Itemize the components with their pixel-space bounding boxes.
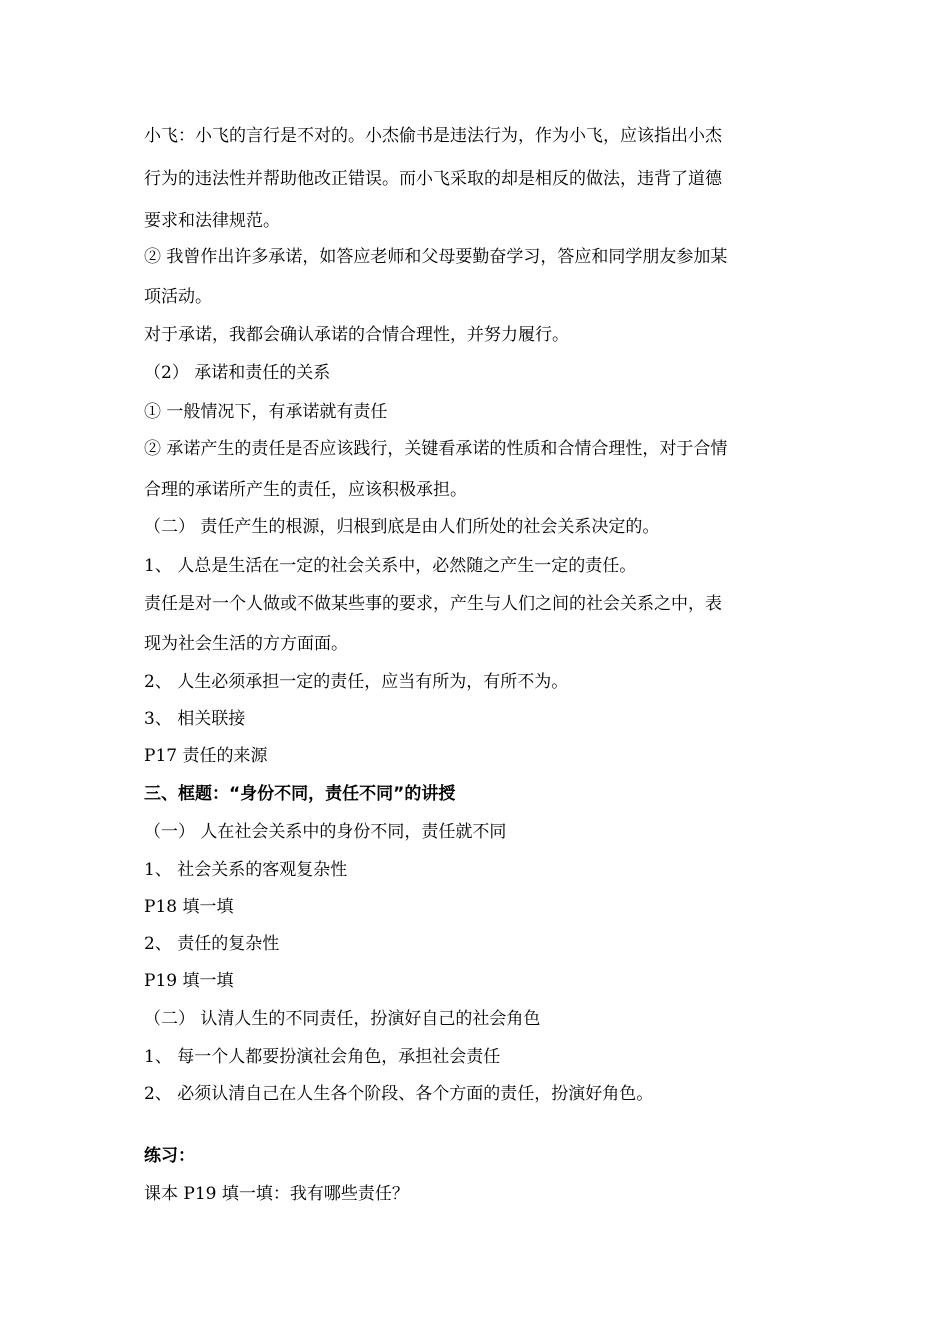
list-item: 1、 社会关系的客观复杂性 xyxy=(144,860,348,880)
paragraph-line: 责任是对一个人做或不做某些事的要求，产生与人们之间的社会关系之中，表 xyxy=(144,594,722,614)
paragraph-line: 对于承诺，我都会确认承诺的合情合理性，并努力履行。 xyxy=(144,325,569,345)
paragraph-line: 行为的违法性并帮助他改正错误。而小飞采取的却是相反的做法，违背了道德 xyxy=(144,169,722,189)
list-item: 2、 责任的复杂性 xyxy=(144,934,280,954)
paragraph-line: P18 填一填 xyxy=(144,897,234,917)
subsection-heading: （2） 承诺和责任的关系 xyxy=(144,363,331,383)
list-item: ② 承诺产生的责任是否应该践行，关键看承诺的性质和合情合理性，对于合情 xyxy=(144,439,728,459)
paragraph-line: 小飞：小飞的言行是不对的。小杰偷书是违法行为，作为小飞，应该指出小杰 xyxy=(144,126,722,146)
section-heading: 三、框题：“身份不同，责任不同”的讲授 xyxy=(144,784,456,804)
subsection-heading: （一） 人在社会关系中的身份不同，责任就不同 xyxy=(144,822,507,842)
exercise-heading: 练习： xyxy=(144,1146,195,1166)
paragraph-line: 课本 P19 填一填：我有哪些责任？ xyxy=(144,1184,409,1204)
list-item: 1、 人总是生活在一定的社会关系中，必然随之产生一定的责任。 xyxy=(144,556,637,576)
paragraph-line: 现为社会生活的方方面面。 xyxy=(144,634,348,654)
paragraph-line: 要求和法律规范。 xyxy=(144,211,280,231)
list-item: 2、 必须认清自己在人生各个阶段、各个方面的责任，扮演好角色。 xyxy=(144,1084,654,1104)
subsection-heading: （二） 责任产生的根源，归根到底是由人们所处的社会关系决定的。 xyxy=(144,517,660,537)
paragraph-line: 项活动。 xyxy=(144,287,212,307)
paragraph-line: 合理的承诺所产生的责任，应该积极承担。 xyxy=(144,480,467,500)
list-item: 2、 人生必须承担一定的责任，应当有所为，有所不为。 xyxy=(144,672,569,692)
list-item: ① 一般情况下，有承诺就有责任 xyxy=(144,402,388,422)
paragraph-line: P19 填一填 xyxy=(144,971,234,991)
list-item: 3、 相关联接 xyxy=(144,709,246,729)
list-item: 1、 每一个人都要扮演社会角色，承担社会责任 xyxy=(144,1047,501,1067)
subsection-heading: （二） 认清人生的不同责任，扮演好自己的社会角色 xyxy=(144,1009,541,1029)
paragraph-line: P17 责任的来源 xyxy=(144,746,268,766)
paragraph-line: ② 我曾作出许多承诺，如答应老师和父母要勤奋学习，答应和同学朋友参加某 xyxy=(144,247,728,267)
